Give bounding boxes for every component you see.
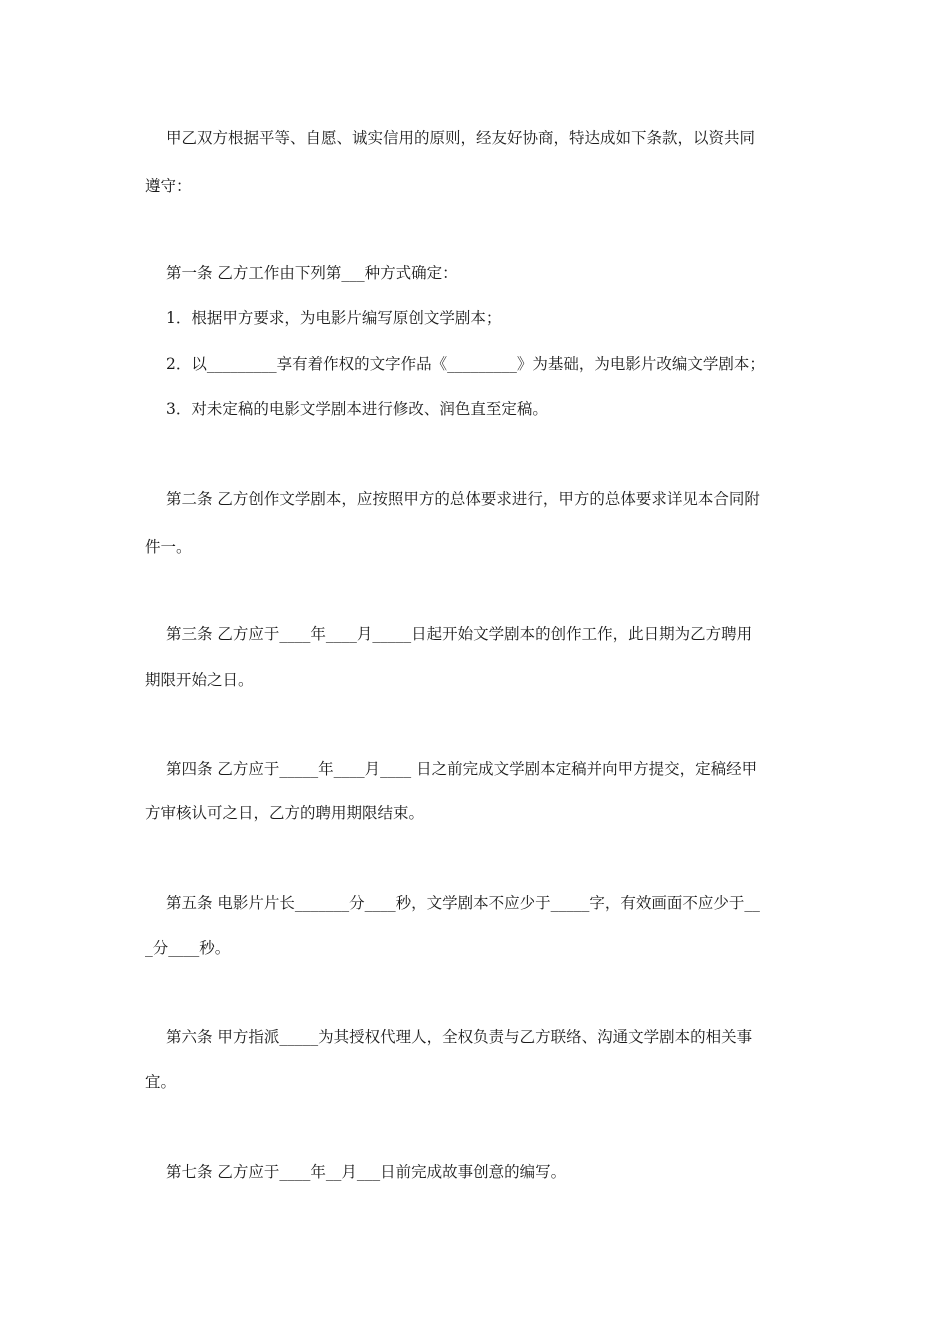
preamble-line-1: 甲乙双方根据平等、自愿、诚实信用的原则，经友好协商，特达成如下条款，以资共同	[166, 129, 756, 147]
article-4-line-2: 方审核认可之日，乙方的聘用期限结束。	[145, 804, 425, 822]
article-3-line-2: 期限开始之日。	[145, 671, 254, 689]
article-1-item-1: 1．根据甲方要求，为电影片编写原创文学剧本；	[166, 309, 502, 327]
article-1-item-3: 3．对未定稿的电影文学剧本进行修改、润色直至定稿。	[166, 400, 548, 418]
article-6-line-1: 第六条 甲方指派_____为其授权代理人，全权负责与乙方联络、沟通文学剧本的相关事	[166, 1028, 753, 1046]
article-2-line-1: 第二条 乙方创作文学剧本，应按照甲方的总体要求进行，甲方的总体要求详见本合同附	[166, 490, 760, 508]
preamble-line-2: 遵守：	[145, 177, 192, 195]
article-6-line-2: 宜。	[145, 1073, 177, 1091]
article-2-line-2: 件一。	[145, 538, 192, 556]
article-7-line-1: 第七条 乙方应于____年__月___日前完成故事创意的编写。	[166, 1163, 567, 1181]
article-5-line-2: _分____秒。	[145, 939, 231, 957]
article-1-heading: 第一条 乙方工作由下列第___种方式确定：	[166, 264, 458, 282]
article-1-item-2: 2．以_________享有着作权的文字作品《_________》为基础，为电影片改编文学剧本；	[166, 355, 765, 373]
article-4-line-1: 第四条 乙方应于_____年____月____ 日之前完成文学剧本定稿并向甲方提交，定稿经甲	[166, 760, 758, 778]
article-5-line-1: 第五条 电影片片长_______分____秒，文学剧本不应少于_____字，有效画面不应少于__	[166, 894, 760, 912]
article-3-line-1: 第三条 乙方应于____年____月_____日起开始文学剧本的创作工作，此日期为乙方聘用	[166, 625, 753, 643]
